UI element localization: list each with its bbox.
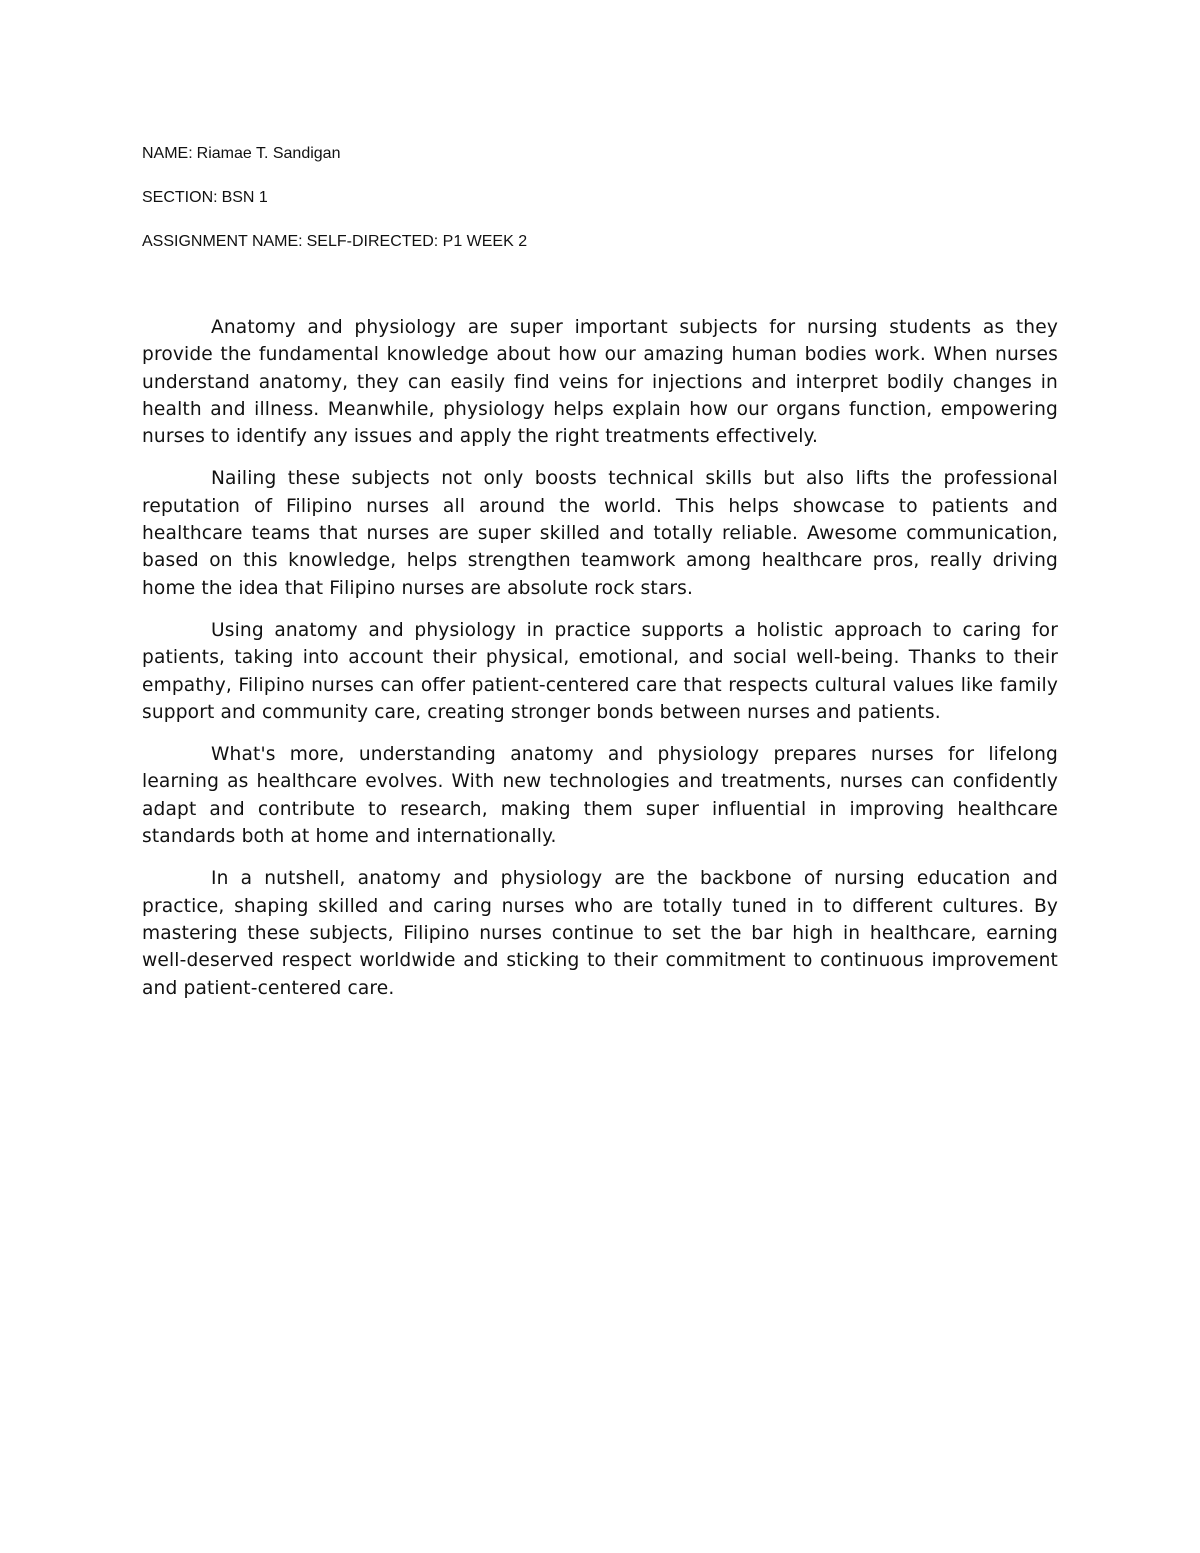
- document-header: [142, 144, 1058, 276]
- section-value: BSN 1: [221, 189, 268, 206]
- paragraph-1: Anatomy and physiology are super important subjects for nursing students as they provide the fundamental knowledge about how our amazing human bodies work. When nurses understand anatomy, they can easily find veins for injections and interpret bodily changes in health and illness. Meanwhile, physiology helps explain how our organs function, empowering nurses to identify any issues and apply the right treatments effectively.: [142, 317, 1058, 448]
- essay-body: [142, 314, 1058, 1017]
- name-label: NAME:: [142, 145, 193, 162]
- assignment-value: SELF-DIRECTED: P1 WEEK 2: [306, 233, 528, 250]
- paragraph-4: What's more, understanding anatomy and physiology prepares nurses for lifelong learning as healthcare evolves. With new technologies and treatments, nurses can confidently adapt and contribute to research, making them super influential in improving healthcare standards both at home and internationally.: [142, 744, 1058, 848]
- paragraph-5: In a nutshell, anatomy and physiology are the backbone of nursing education and practice, shaping skilled and caring nurses who are totally tuned in to different cultures. By mastering these subjects, Filipino nurses continue to set the bar high in healthcare, earning well-deserved respect worldwide and sticking to their commitment to continuous improvement and patient-centered care.: [142, 868, 1058, 999]
- section-line: [142, 188, 1058, 208]
- name-line: [142, 144, 1058, 164]
- assignment-label: ASSIGNMENT NAME:: [142, 233, 303, 250]
- paragraph-2: Nailing these subjects not only boosts technical skills but also lifts the professional reputation of Filipino nurses all around the world. This helps showcase to patients and healthcare teams that nurses are super skilled and totally reliable. Awesome communication, based on this knowledge, helps strengthen teamwork among healthcare pros, really driving home the idea that Filipino nurses are absolute rock stars.: [142, 468, 1058, 599]
- assignment-line: [142, 232, 1058, 252]
- paragraph-3: Using anatomy and physiology in practice supports a holistic approach to caring for patients, taking into account their physical, emotional, and social well-being. Thanks to their empathy, Filipino nurses can offer patient-centered care that respects cultural values like family support and community care, creating stronger bonds between nurses and patients.: [142, 619, 1058, 723]
- student-name: Riamae T. Sandigan: [196, 145, 341, 162]
- section-label: SECTION:: [142, 189, 218, 206]
